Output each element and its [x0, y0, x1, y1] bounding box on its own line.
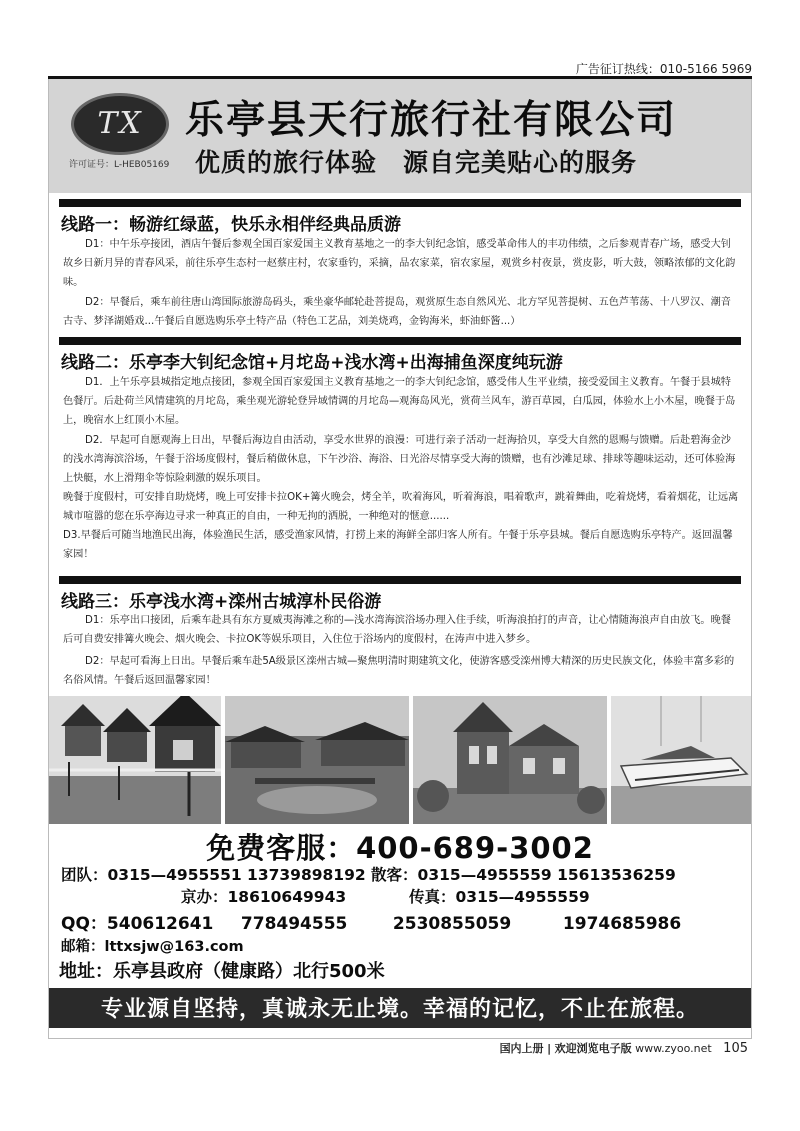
- route-2-day-1: D1．上午乐亭县城指定地点接团，参观全国百家爱国主义教育基地之一的李大钊纪念馆，感受伟人生平业绩，接受爱国主义教育。午餐于县城特色餐厅。后赴荷兰风情建筑的月坨岛，乘坐观光游轮登异域情调的月坨岛—观海岛风光，赏荷兰风车，游百草园，白瓜园，体验水上小木屋，晚餐于岛上，晚宿水上红顶小木屋。: [63, 377, 736, 426]
- page-footer: [500, 1040, 748, 1056]
- free-service-hotline: 免费客服：400-689-3002: [206, 831, 594, 865]
- route-2-day-2: D2．早起可自愿观海上日出，早餐后海边自由活动，享受水世界的浪漫：可进行亲子活动一赶海拾贝，享受大自然的恩赐与馈赠。后赴碧海金沙的浅水湾海滨浴场，午餐于浴场度假村，餐后稍做休息，下午沙浴、海浴、日光浴尽情享受大海的馈赠，也有沙滩足球、排球等趣味运动，还可体验海上快艇，水上滑翔伞等惊险刺激的娱乐项目。: [63, 435, 736, 484]
- church-building-photo: [413, 696, 607, 824]
- website-link[interactable]: www.zyoo.net: [635, 1042, 712, 1055]
- route-3-bar: [59, 576, 741, 584]
- beijing-office: 京办：18610649943: [181, 888, 347, 906]
- company-slogan: 优质的旅行体验 源自完美贴心的服务: [195, 148, 638, 177]
- qq-number-3: 2530855059: [392, 914, 512, 934]
- route-3-title: 线路三：乐亭浅水湾+滦州古城淳朴民俗游: [61, 592, 382, 612]
- route-3-day-2: D2：早起可看海上日出。早餐后乘车赴5A级景区滦州古城—聚焦明清时期建筑文化，使游客感受滦州博大精深的历史民族文化，体验丰富多彩的名俗风情。午餐后返回温馨家园！: [63, 656, 735, 686]
- ancient-town-photo: [225, 696, 409, 824]
- ad-hotline: 广告征订热线：010-5166 5969: [575, 62, 752, 76]
- footer-text: 欢迎浏览电子版: [554, 1042, 632, 1055]
- qq-number-2: 778494555: [240, 914, 348, 934]
- office-address: 地址：乐亭县政府（健康路）北行500米: [59, 961, 385, 982]
- email-address: 邮箱：lttxsjw@163.com: [61, 939, 244, 955]
- section-name: 国内上册: [499, 1042, 544, 1055]
- route-1-bar: [59, 199, 741, 207]
- footer-slogan-bar: [49, 988, 751, 1028]
- company-header: [49, 79, 751, 193]
- footer-slogan: 专业源自坚持，真诚永无止境。幸福的记忆，不止在旅程。: [100, 997, 699, 1022]
- advertisement-page: [48, 79, 752, 1039]
- qq-numbers: [61, 909, 681, 934]
- route-1-title: 线路一：畅游红绿蓝，快乐永相伴经典品质游: [61, 215, 401, 235]
- company-name: 乐亭县天行旅行社有限公司: [185, 98, 678, 143]
- route-3-day-1: D1：乐亭出口接团，后乘车赴具有东方夏威夷海滩之称的—浅水湾海滨浴场办理入住手续，听海浪拍打的声音，让心情随海浪声自由放飞。晚餐后可自费安排篝火晚会、烟火晚会、卡拉OK等娱乐项目，入住位于浴场内的度假村，在涛声中进入梦乡。: [63, 615, 731, 645]
- speedboats-photo: [611, 696, 751, 824]
- qq-number-4: 1974685986: [562, 914, 682, 934]
- route-1-day-1: D1：中午乐亭接团，酒店午餐后参观全国百家爱国主义教育基地之一的李大钊纪念馆，感受革命伟人的丰功伟绩，之后参观青春广场，感受大钊故乡日新月异的青春风采，前往乐亭生态村一赵蔡庄村，农家垂钓，采摘，品农家菜，宿农家屋，观赏乡村夜景，赏皮影，听大鼓，领略浓郁的文化韵味。: [63, 239, 736, 288]
- page-number: 105: [723, 1041, 748, 1056]
- route-2-title: 线路二：乐亭李大钊纪念馆+月坨岛+浅水湾+出海捕鱼深度纯玩游: [61, 353, 563, 373]
- fax-number: 传真：0315—4955559: [409, 888, 590, 906]
- route-2-day-3: D3.早餐后可随当地渔民出海，体验渔民生活，感受渔家风情，打捞上来的海鲜全部归客人所有。午餐于乐亭县城。餐后自愿选购乐亭特产。返回温馨家园！: [63, 530, 733, 560]
- logo-text: TX: [97, 106, 143, 141]
- route-2-bar: [59, 337, 741, 345]
- qq-number-1: 540612641: [106, 914, 214, 934]
- route-1-day-2: D2：早餐后，乘车前往唐山湾国际旅游岛码头，乘坐豪华邮轮赴菩提岛，观赏原生态自然风光、北方罕见菩提树、五色芦苇荡、十八罗汉、潮音古寺、梦泽湖婚戏...午餐后自愿选购乐亭土特产品（特色工艺品，刘美烧鸡，金钩海米，虾油虾酱...）: [63, 297, 731, 327]
- route-2-evening: 晚餐于度假村，可安排自助烧烤，晚上可安排卡拉OK+篝火晚会，烤全羊，吹着海风，听着海浪，唱着歌声，跳着舞曲，吃着烧烤，看着烟花，让远离城市喧嚣的您在乐亭海边寻求一种真正的自由，一种无拘的洒脱，一种绝对的惬意......: [63, 492, 739, 522]
- company-logo: [71, 93, 169, 155]
- wooden-cabins-photo: [49, 696, 221, 824]
- photo-strip: [49, 696, 751, 824]
- license-number: 许可证号：L-HEB05169: [69, 160, 170, 170]
- qq-label: QQ：: [61, 914, 107, 934]
- group-contact: 团队：0315—4955551 13739898192 散客：0315—4955559 15613536259: [61, 866, 676, 884]
- footer-separator: |: [547, 1042, 552, 1055]
